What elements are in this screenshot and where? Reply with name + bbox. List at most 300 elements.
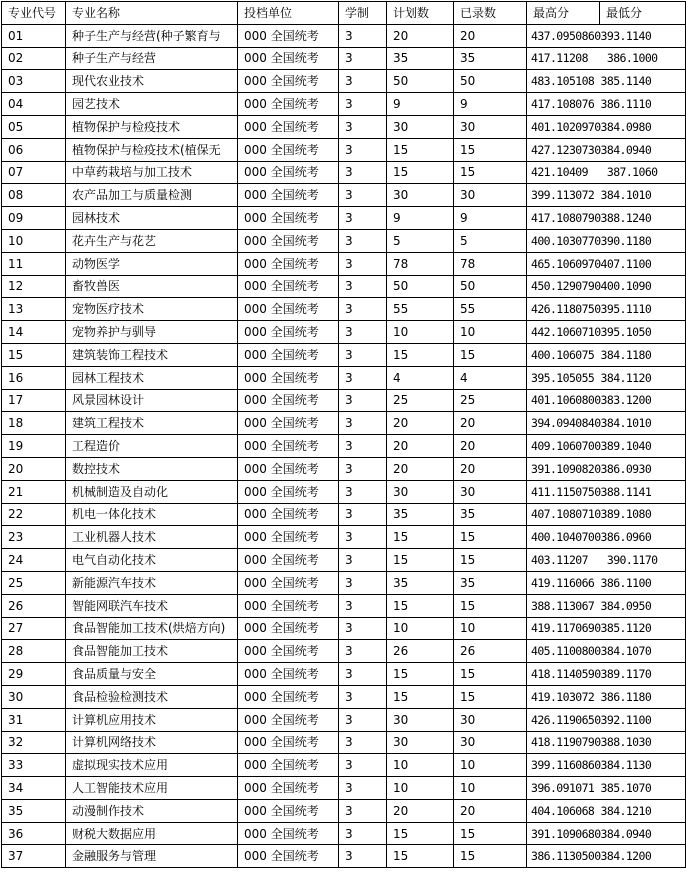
cell-admitted-count: 50	[454, 70, 527, 93]
cell-scores: 417.108076 386.1110	[527, 93, 686, 116]
cell-unit: 000 全国统考	[238, 252, 339, 275]
cell-admitted-count: 30	[454, 731, 527, 754]
cell-duration: 3	[339, 799, 387, 822]
table-row	[2, 526, 686, 549]
cell-plan-count: 15	[387, 138, 454, 161]
cell-scores: 483.105108 385.1140	[527, 70, 686, 93]
cell-major-code: 02	[2, 47, 66, 70]
cell-scores: 401.1020970384.0980	[527, 115, 686, 138]
cell-unit: 000 全国统考	[238, 229, 339, 252]
cell-plan-count: 10	[387, 617, 454, 640]
cell-major-code: 03	[2, 70, 66, 93]
cell-scores: 426.1190650392.1100	[527, 708, 686, 731]
cell-scores: 396.091071 385.1070	[527, 777, 686, 800]
col-header-unit: 投档单位	[238, 2, 339, 25]
cell-plan-count: 30	[387, 731, 454, 754]
cell-admitted-count: 15	[454, 161, 527, 184]
table-row	[2, 184, 686, 207]
header-row	[2, 2, 686, 25]
cell-major-name: 畜牧兽医	[66, 275, 238, 298]
cell-admitted-count: 26	[454, 640, 527, 663]
cell-plan-count: 15	[387, 594, 454, 617]
cell-major-name: 花卉生产与花艺	[66, 229, 238, 252]
cell-major-code: 16	[2, 366, 66, 389]
cell-admitted-count: 10	[454, 754, 527, 777]
cell-major-name: 园林工程技术	[66, 366, 238, 389]
col-header-plan-count: 计划数	[387, 2, 454, 25]
cell-plan-count: 55	[387, 298, 454, 321]
cell-duration: 3	[339, 184, 387, 207]
cell-major-name: 园艺技术	[66, 93, 238, 116]
cell-scores: 418.1190790388.1030	[527, 731, 686, 754]
cell-admitted-count: 9	[454, 207, 527, 230]
cell-unit: 000 全国统考	[238, 480, 339, 503]
cell-unit: 000 全国统考	[238, 115, 339, 138]
cell-plan-count: 5	[387, 229, 454, 252]
cell-unit: 000 全国统考	[238, 207, 339, 230]
cell-scores: 401.1060800383.1200	[527, 389, 686, 412]
table-row	[2, 571, 686, 594]
cell-major-code: 30	[2, 685, 66, 708]
cell-unit: 000 全国统考	[238, 754, 339, 777]
table-row	[2, 207, 686, 230]
cell-duration: 3	[339, 617, 387, 640]
cell-duration: 3	[339, 207, 387, 230]
cell-duration: 3	[339, 845, 387, 868]
cell-plan-count: 10	[387, 321, 454, 344]
cell-scores: 404.106068 384.1210	[527, 799, 686, 822]
table-row	[2, 777, 686, 800]
table-row	[2, 321, 686, 344]
cell-duration: 3	[339, 229, 387, 252]
cell-major-code: 22	[2, 503, 66, 526]
cell-major-code: 32	[2, 731, 66, 754]
cell-plan-count: 35	[387, 503, 454, 526]
table-row	[2, 663, 686, 686]
cell-admitted-count: 35	[454, 47, 527, 70]
cell-admitted-count: 78	[454, 252, 527, 275]
cell-duration: 3	[339, 298, 387, 321]
table-row	[2, 640, 686, 663]
cell-major-name: 新能源汽车技术	[66, 571, 238, 594]
cell-admitted-count: 20	[454, 24, 527, 47]
cell-major-code: 09	[2, 207, 66, 230]
cell-admitted-count: 20	[454, 412, 527, 435]
cell-duration: 3	[339, 754, 387, 777]
cell-major-name: 计算机应用技术	[66, 708, 238, 731]
cell-plan-count: 20	[387, 435, 454, 458]
table-row	[2, 503, 686, 526]
cell-unit: 000 全国统考	[238, 93, 339, 116]
cell-major-code: 11	[2, 252, 66, 275]
cell-plan-count: 15	[387, 526, 454, 549]
cell-unit: 000 全国统考	[238, 389, 339, 412]
table-row	[2, 617, 686, 640]
cell-admitted-count: 10	[454, 617, 527, 640]
cell-major-code: 26	[2, 594, 66, 617]
cell-major-name: 建筑工程技术	[66, 412, 238, 435]
cell-major-code: 27	[2, 617, 66, 640]
cell-unit: 000 全国统考	[238, 161, 339, 184]
cell-major-name: 食品检验检测技术	[66, 685, 238, 708]
cell-major-name: 人工智能技术应用	[66, 777, 238, 800]
table-row	[2, 412, 686, 435]
cell-admitted-count: 25	[454, 389, 527, 412]
cell-major-name: 动物医学	[66, 252, 238, 275]
cell-scores: 400.1040700386.0960	[527, 526, 686, 549]
cell-major-name: 数控技术	[66, 457, 238, 480]
cell-unit: 000 全国统考	[238, 275, 339, 298]
cell-major-name: 种子生产与经营(种子繁育与	[66, 24, 238, 47]
table-row	[2, 115, 686, 138]
cell-major-name: 机械制造及自动化	[66, 480, 238, 503]
cell-admitted-count: 10	[454, 321, 527, 344]
cell-major-code: 36	[2, 822, 66, 845]
cell-plan-count: 15	[387, 549, 454, 572]
cell-duration: 3	[339, 731, 387, 754]
cell-admitted-count: 55	[454, 298, 527, 321]
table-row	[2, 229, 686, 252]
cell-scores: 399.113072 384.1010	[527, 184, 686, 207]
cell-scores: 388.113067 384.0950	[527, 594, 686, 617]
cell-unit: 000 全国统考	[238, 663, 339, 686]
cell-major-code: 07	[2, 161, 66, 184]
cell-admitted-count: 15	[454, 526, 527, 549]
cell-duration: 3	[339, 526, 387, 549]
cell-scores: 419.1170690385.1120	[527, 617, 686, 640]
cell-unit: 000 全国统考	[238, 298, 339, 321]
cell-major-name: 建筑装饰工程技术	[66, 343, 238, 366]
cell-major-name: 农产品加工与质量检测	[66, 184, 238, 207]
cell-major-code: 29	[2, 663, 66, 686]
cell-admitted-count: 20	[454, 457, 527, 480]
cell-unit: 000 全国统考	[238, 685, 339, 708]
cell-admitted-count: 15	[454, 845, 527, 868]
table-row	[2, 343, 686, 366]
table-row	[2, 70, 686, 93]
cell-duration: 3	[339, 321, 387, 344]
cell-scores: 400.1030770390.1180	[527, 229, 686, 252]
cell-scores: 394.0940840384.1010	[527, 412, 686, 435]
table-row	[2, 845, 686, 868]
table-row	[2, 366, 686, 389]
cell-major-name: 虚拟现实技术应用	[66, 754, 238, 777]
cell-major-code: 05	[2, 115, 66, 138]
cell-duration: 3	[339, 275, 387, 298]
cell-major-code: 33	[2, 754, 66, 777]
cell-scores: 400.106075 384.1180	[527, 343, 686, 366]
cell-plan-count: 20	[387, 412, 454, 435]
table-row	[2, 480, 686, 503]
cell-plan-count: 20	[387, 457, 454, 480]
cell-scores: 391.1090680384.0940	[527, 822, 686, 845]
cell-plan-count: 15	[387, 685, 454, 708]
cell-unit: 000 全国统考	[238, 435, 339, 458]
cell-major-code: 18	[2, 412, 66, 435]
cell-scores: 407.1080710389.1080	[527, 503, 686, 526]
cell-duration: 3	[339, 663, 387, 686]
cell-plan-count: 10	[387, 777, 454, 800]
cell-plan-count: 15	[387, 822, 454, 845]
cell-unit: 000 全国统考	[238, 708, 339, 731]
cell-scores: 465.1060970407.1100	[527, 252, 686, 275]
admission-table	[1, 1, 686, 868]
cell-major-name: 中草药栽培与加工技术	[66, 161, 238, 184]
cell-admitted-count: 20	[454, 799, 527, 822]
table-row	[2, 754, 686, 777]
cell-duration: 3	[339, 24, 387, 47]
cell-scores: 399.1160860384.1130	[527, 754, 686, 777]
cell-plan-count: 35	[387, 571, 454, 594]
cell-major-code: 01	[2, 24, 66, 47]
cell-unit: 000 全国统考	[238, 731, 339, 754]
cell-unit: 000 全国统考	[238, 594, 339, 617]
table-row	[2, 708, 686, 731]
cell-scores: 395.105055 384.1120	[527, 366, 686, 389]
cell-duration: 3	[339, 161, 387, 184]
cell-unit: 000 全国统考	[238, 47, 339, 70]
cell-unit: 000 全国统考	[238, 457, 339, 480]
cell-plan-count: 15	[387, 343, 454, 366]
cell-major-code: 34	[2, 777, 66, 800]
cell-admitted-count: 30	[454, 480, 527, 503]
cell-admitted-count: 4	[454, 366, 527, 389]
cell-unit: 000 全国统考	[238, 24, 339, 47]
table-row	[2, 138, 686, 161]
cell-unit: 000 全国统考	[238, 366, 339, 389]
table-row	[2, 799, 686, 822]
cell-scores: 427.1230730384.0940	[527, 138, 686, 161]
cell-major-code: 28	[2, 640, 66, 663]
cell-admitted-count: 15	[454, 594, 527, 617]
cell-duration: 3	[339, 708, 387, 731]
cell-major-code: 15	[2, 343, 66, 366]
cell-plan-count: 30	[387, 708, 454, 731]
cell-scores: 418.1140590389.1170	[527, 663, 686, 686]
table-row	[2, 549, 686, 572]
cell-unit: 000 全国统考	[238, 845, 339, 868]
cell-major-name: 食品质量与安全	[66, 663, 238, 686]
cell-unit: 000 全国统考	[238, 70, 339, 93]
cell-scores: 405.1100800384.1070	[527, 640, 686, 663]
cell-plan-count: 20	[387, 799, 454, 822]
cell-major-name: 食品智能加工技术	[66, 640, 238, 663]
cell-unit: 000 全国统考	[238, 138, 339, 161]
col-header-highest-score: 最高分	[527, 2, 600, 25]
cell-duration: 3	[339, 822, 387, 845]
col-header-major-name: 专业名称	[66, 2, 238, 25]
table-row	[2, 24, 686, 47]
cell-admitted-count: 10	[454, 777, 527, 800]
table-row	[2, 252, 686, 275]
cell-unit: 000 全国统考	[238, 321, 339, 344]
cell-duration: 3	[339, 252, 387, 275]
cell-admitted-count: 50	[454, 275, 527, 298]
cell-unit: 000 全国统考	[238, 822, 339, 845]
cell-major-code: 04	[2, 93, 66, 116]
cell-unit: 000 全国统考	[238, 343, 339, 366]
cell-plan-count: 30	[387, 115, 454, 138]
cell-admitted-count: 15	[454, 822, 527, 845]
cell-scores: 417.1080790388.1240	[527, 207, 686, 230]
cell-major-name: 金融服务与管理	[66, 845, 238, 868]
table-row	[2, 93, 686, 116]
cell-plan-count: 10	[387, 754, 454, 777]
cell-admitted-count: 15	[454, 685, 527, 708]
cell-plan-count: 78	[387, 252, 454, 275]
cell-major-name: 现代农业技术	[66, 70, 238, 93]
cell-major-name: 种子生产与经营	[66, 47, 238, 70]
cell-plan-count: 15	[387, 663, 454, 686]
cell-admitted-count: 30	[454, 115, 527, 138]
cell-major-name: 宠物医疗技术	[66, 298, 238, 321]
cell-plan-count: 25	[387, 389, 454, 412]
cell-major-name: 工业机器人技术	[66, 526, 238, 549]
cell-unit: 000 全国统考	[238, 640, 339, 663]
table-body	[2, 24, 686, 867]
table-row	[2, 275, 686, 298]
cell-major-name: 电气自动化技术	[66, 549, 238, 572]
cell-major-code: 23	[2, 526, 66, 549]
cell-duration: 3	[339, 503, 387, 526]
col-header-major-code: 专业代号	[2, 2, 66, 25]
cell-major-name: 机电一体化技术	[66, 503, 238, 526]
cell-major-code: 37	[2, 845, 66, 868]
cell-plan-count: 9	[387, 93, 454, 116]
cell-unit: 000 全国统考	[238, 571, 339, 594]
cell-duration: 3	[339, 389, 387, 412]
cell-major-code: 13	[2, 298, 66, 321]
cell-unit: 000 全国统考	[238, 777, 339, 800]
cell-plan-count: 4	[387, 366, 454, 389]
cell-major-code: 14	[2, 321, 66, 344]
cell-plan-count: 50	[387, 275, 454, 298]
cell-major-code: 24	[2, 549, 66, 572]
cell-major-name: 动漫制作技术	[66, 799, 238, 822]
cell-admitted-count: 15	[454, 663, 527, 686]
cell-duration: 3	[339, 138, 387, 161]
cell-major-code: 20	[2, 457, 66, 480]
cell-major-name: 宠物养护与驯导	[66, 321, 238, 344]
cell-duration: 3	[339, 777, 387, 800]
cell-major-code: 25	[2, 571, 66, 594]
cell-duration: 3	[339, 685, 387, 708]
cell-admitted-count: 9	[454, 93, 527, 116]
cell-major-code: 17	[2, 389, 66, 412]
cell-unit: 000 全国统考	[238, 617, 339, 640]
cell-admitted-count: 15	[454, 343, 527, 366]
cell-admitted-count: 30	[454, 708, 527, 731]
cell-scores: 437.0950860393.1140	[527, 24, 686, 47]
cell-plan-count: 20	[387, 24, 454, 47]
cell-duration: 3	[339, 343, 387, 366]
cell-major-name: 工程造价	[66, 435, 238, 458]
cell-scores: 411.1150750388.1141	[527, 480, 686, 503]
cell-major-name: 植物保护与检疫技术	[66, 115, 238, 138]
cell-major-code: 31	[2, 708, 66, 731]
cell-unit: 000 全国统考	[238, 184, 339, 207]
cell-duration: 3	[339, 115, 387, 138]
table-row	[2, 685, 686, 708]
cell-major-name: 食品智能加工技术(烘焙方向)	[66, 617, 238, 640]
cell-duration: 3	[339, 435, 387, 458]
table-row	[2, 457, 686, 480]
cell-scores: 391.1090820386.0930	[527, 457, 686, 480]
cell-duration: 3	[339, 412, 387, 435]
cell-duration: 3	[339, 480, 387, 503]
cell-major-code: 35	[2, 799, 66, 822]
table-row	[2, 298, 686, 321]
cell-duration: 3	[339, 47, 387, 70]
cell-major-name: 计算机网络技术	[66, 731, 238, 754]
cell-unit: 000 全国统考	[238, 526, 339, 549]
cell-unit: 000 全国统考	[238, 412, 339, 435]
cell-major-name: 风景园林设计	[66, 389, 238, 412]
cell-plan-count: 50	[387, 70, 454, 93]
col-header-lowest-score: 最低分	[600, 2, 686, 25]
cell-scores: 419.103072 386.1180	[527, 685, 686, 708]
cell-duration: 3	[339, 640, 387, 663]
table-row	[2, 389, 686, 412]
cell-scores: 403.11207 390.1170	[527, 549, 686, 572]
cell-admitted-count: 20	[454, 435, 527, 458]
cell-duration: 3	[339, 366, 387, 389]
table-row	[2, 594, 686, 617]
cell-duration: 3	[339, 549, 387, 572]
cell-admitted-count: 35	[454, 571, 527, 594]
cell-admitted-count: 35	[454, 503, 527, 526]
cell-major-code: 10	[2, 229, 66, 252]
cell-plan-count: 35	[387, 47, 454, 70]
col-header-admitted-count: 已录数	[454, 2, 527, 25]
cell-major-code: 06	[2, 138, 66, 161]
cell-duration: 3	[339, 594, 387, 617]
cell-plan-count: 26	[387, 640, 454, 663]
cell-unit: 000 全国统考	[238, 799, 339, 822]
cell-plan-count: 15	[387, 845, 454, 868]
table-row	[2, 47, 686, 70]
cell-duration: 3	[339, 457, 387, 480]
table-row	[2, 822, 686, 845]
cell-major-code: 12	[2, 275, 66, 298]
cell-admitted-count: 30	[454, 184, 527, 207]
cell-major-name: 财税大数据应用	[66, 822, 238, 845]
cell-admitted-count: 15	[454, 549, 527, 572]
cell-major-code: 21	[2, 480, 66, 503]
cell-major-name: 园林技术	[66, 207, 238, 230]
cell-plan-count: 15	[387, 161, 454, 184]
cell-major-name: 智能网联汽车技术	[66, 594, 238, 617]
cell-duration: 3	[339, 571, 387, 594]
cell-duration: 3	[339, 70, 387, 93]
cell-major-code: 08	[2, 184, 66, 207]
cell-duration: 3	[339, 93, 387, 116]
cell-admitted-count: 5	[454, 229, 527, 252]
cell-scores: 419.116066 386.1100	[527, 571, 686, 594]
cell-scores: 421.10409 387.1060	[527, 161, 686, 184]
cell-major-code: 19	[2, 435, 66, 458]
table-row	[2, 435, 686, 458]
cell-scores: 450.1290790400.1090	[527, 275, 686, 298]
cell-scores: 442.1060710395.1050	[527, 321, 686, 344]
cell-scores: 426.1180750395.1110	[527, 298, 686, 321]
table-row	[2, 161, 686, 184]
cell-plan-count: 30	[387, 184, 454, 207]
cell-admitted-count: 15	[454, 138, 527, 161]
table-row	[2, 731, 686, 754]
cell-major-name: 植物保护与检疫技术(植保无	[66, 138, 238, 161]
cell-plan-count: 9	[387, 207, 454, 230]
